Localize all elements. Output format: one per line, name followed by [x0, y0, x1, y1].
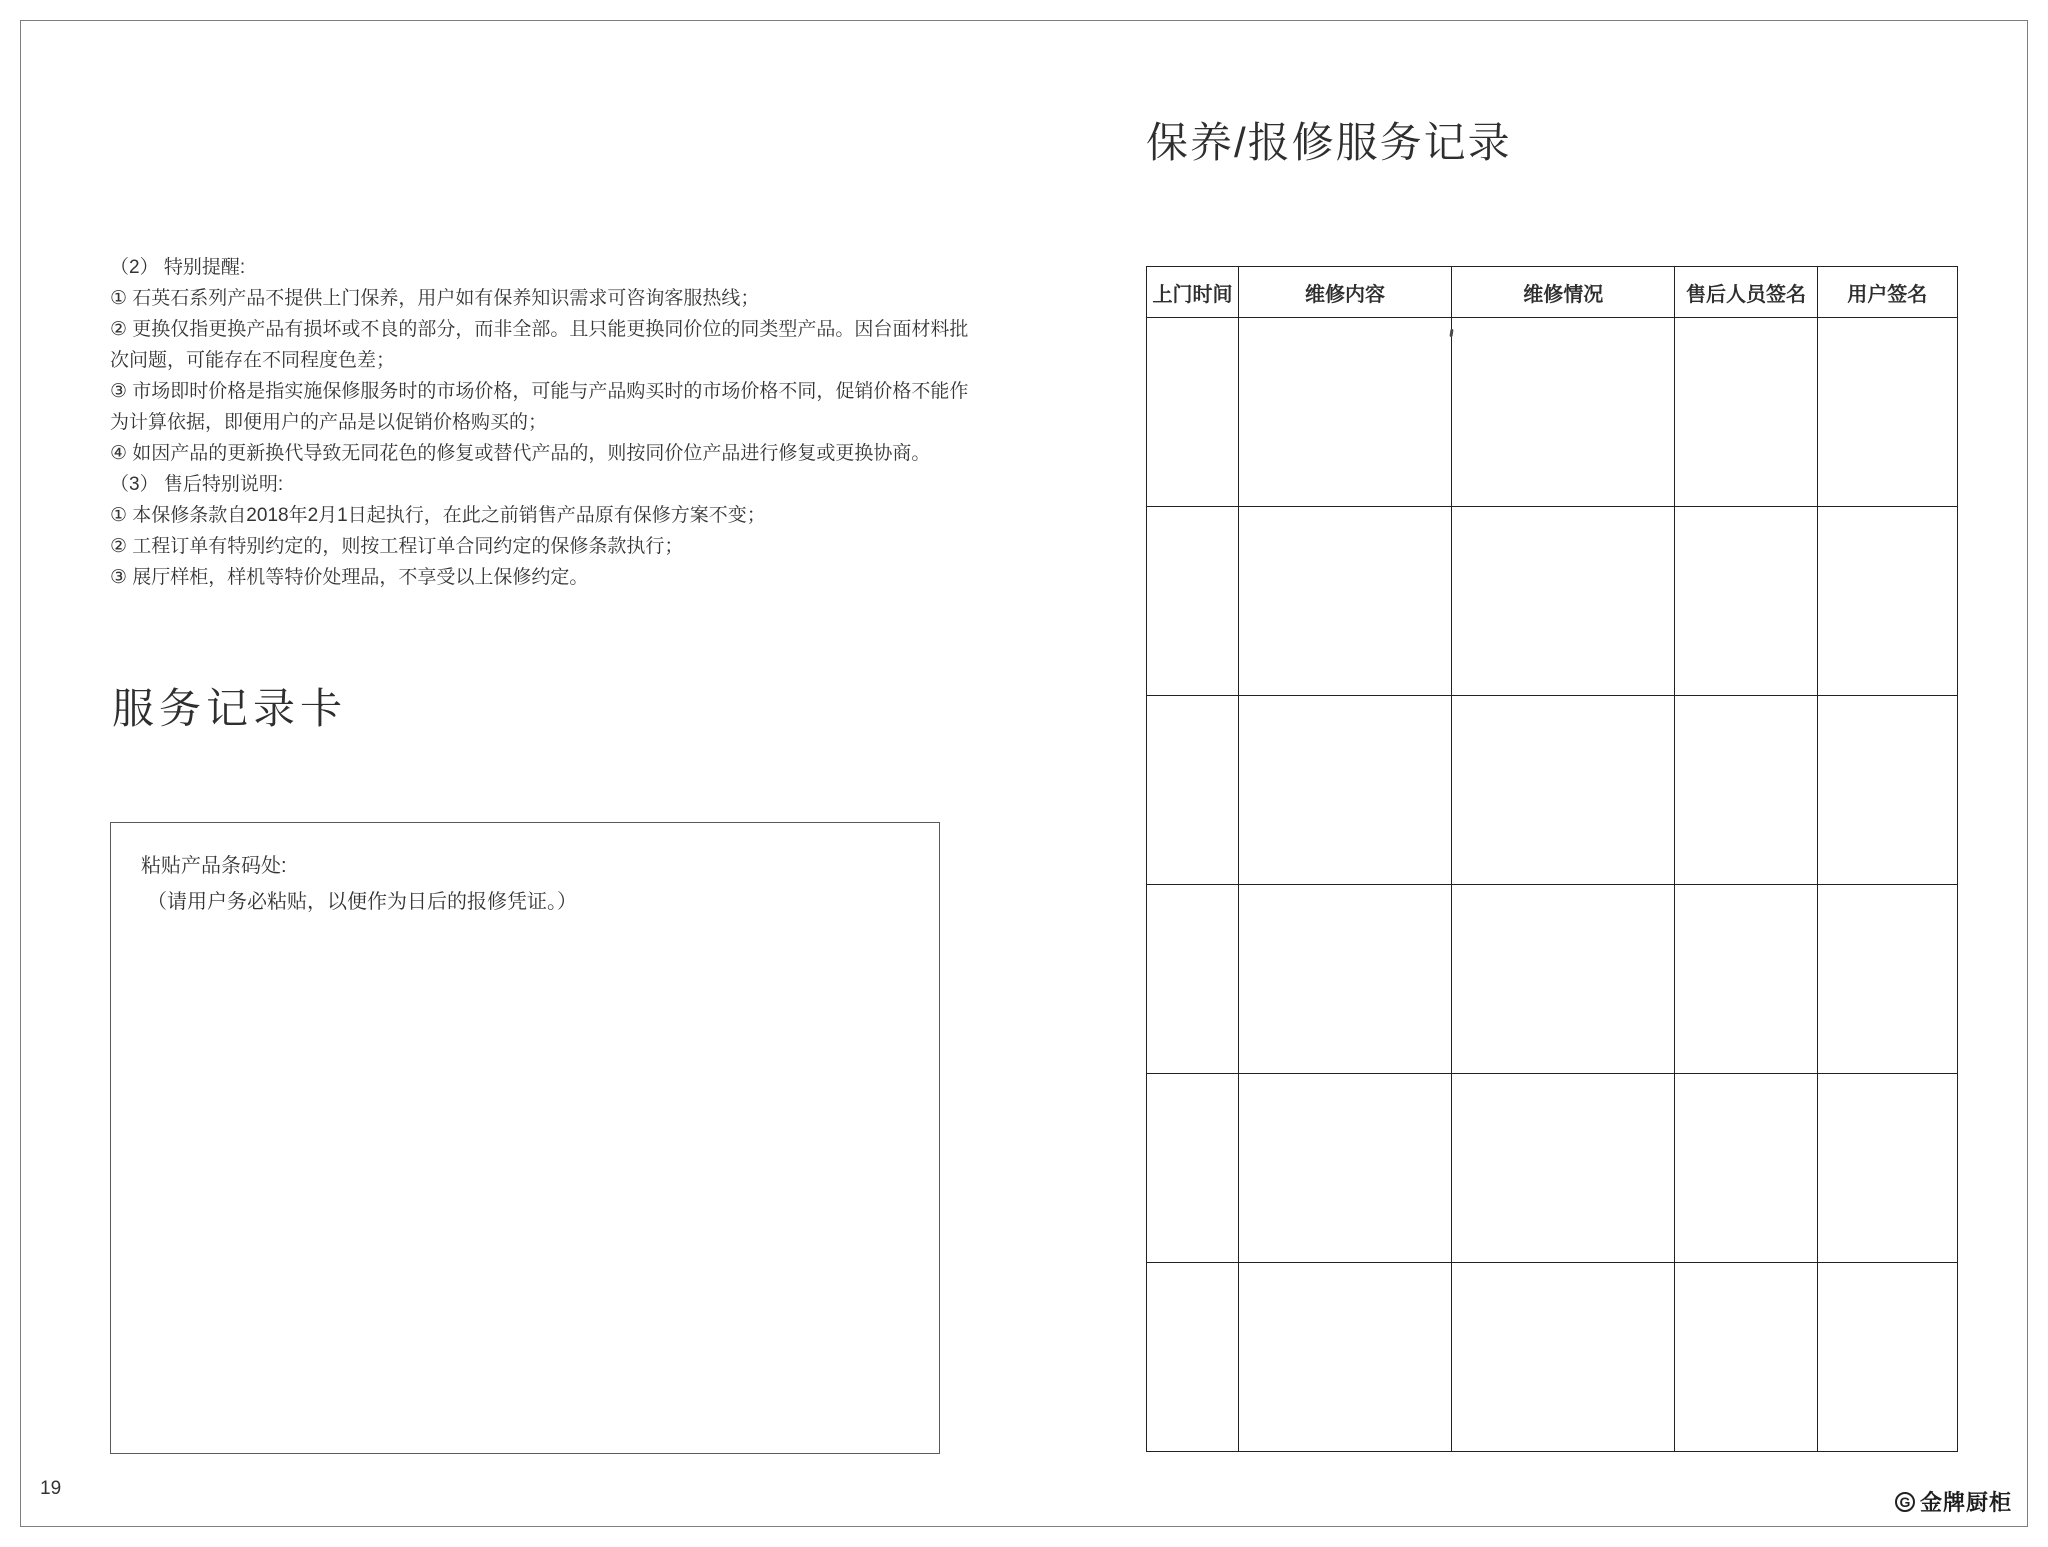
table-cell [1452, 885, 1675, 1074]
table-cell [1452, 696, 1675, 885]
table-cell [1817, 885, 1957, 1074]
service-record-title: 保养/报修服务记录 [1146, 119, 1512, 166]
table-cell [1452, 507, 1675, 696]
note-line: 为计算依据，即便用户的产品是以促销价格购买的； [110, 412, 548, 433]
table-cell [1675, 1263, 1817, 1452]
table-cell [1147, 507, 1239, 696]
table-row [1147, 696, 1958, 885]
table-cell [1817, 1074, 1957, 1263]
table-cell [1675, 1074, 1817, 1263]
table-cell [1147, 318, 1239, 507]
table-cell [1452, 1263, 1675, 1452]
table-cell [1147, 1074, 1239, 1263]
table-row [1147, 885, 1958, 1074]
note-line: ① 石英石系列产品不提供上门保养，用户如有保养知识需求可咨询客服热线； [110, 288, 760, 309]
service-record-table-body [1147, 318, 1958, 1452]
note-line: 次问题，可能存在不同程度色差； [110, 350, 396, 371]
table-cell [1817, 1263, 1957, 1452]
note-line: ① 本保修条款自2018年2月1日起执行，在此之前销售产品原有保修方案不变； [110, 505, 766, 526]
table-row [1147, 1263, 1958, 1452]
table-header-cell: 售后人员签名 [1675, 267, 1817, 318]
table-header-cell: 用户签名 [1817, 267, 1957, 318]
table-header-cell: 维修情况 [1452, 267, 1675, 318]
table-cell [1147, 885, 1239, 1074]
table-cell [1675, 318, 1817, 507]
note-line: ③ 展厅样柜，样机等特价处理品，不享受以上保修约定。 [110, 567, 589, 588]
service-record-table-head [1147, 267, 1958, 318]
page-number: 19 [40, 1478, 62, 1499]
table-row [1147, 318, 1958, 507]
table-cell [1675, 696, 1817, 885]
table-cell [1239, 696, 1452, 885]
barcode-box-title: 粘贴产品条码处: [141, 855, 287, 877]
note-line: ③ 市场即时价格是指实施保修服务时的市场价格，可能与产品购买时的市场价格不同，促销价格不能作 [110, 381, 969, 402]
table-cell [1239, 318, 1452, 507]
table-row [1147, 507, 1958, 696]
table-cell [1817, 507, 1957, 696]
table-cell [1239, 885, 1452, 1074]
table-cell [1817, 318, 1957, 507]
service-record-table [1146, 266, 1958, 1452]
table-header-row [1147, 267, 1958, 318]
note-line: （3） 售后特别说明: [110, 474, 284, 495]
table-cell [1452, 1074, 1675, 1263]
table-cell [1239, 1074, 1452, 1263]
table-row [1147, 1074, 1958, 1263]
table-cell [1675, 507, 1817, 696]
table-header-cell: 上门时间 [1147, 267, 1239, 318]
service-card-heading: 服务记录卡 [112, 685, 348, 732]
note-line: ② 工程订单有特别约定的，则按工程订单合同约定的保修条款执行； [110, 536, 684, 557]
warranty-notes [110, 252, 980, 593]
brand-g-icon: G [1895, 1492, 1915, 1512]
brand-name: 金牌厨柜 [1919, 1490, 2012, 1515]
table-cell [1817, 696, 1957, 885]
table-cell [1675, 885, 1817, 1074]
table-cell [1239, 507, 1452, 696]
table-header-cell: 维修内容 [1239, 267, 1452, 318]
note-line: ② 更换仅指更换产品有损坏或不良的部分，而非全部。且只能更换同价位的同类型产品。因台面材料批 [110, 319, 969, 340]
barcode-box-note: （请用户务必粘贴，以便作为日后的报修凭证。） [147, 891, 577, 913]
note-line: （2） 特别提醒: [110, 257, 246, 278]
brand-logo [1895, 1486, 2012, 1517]
table-cell [1147, 696, 1239, 885]
table-cell [1147, 1263, 1239, 1452]
barcode-sticker-box [110, 822, 940, 1454]
note-line: ④ 如因产品的更新换代导致无同花色的修复或替代产品的，则按同价位产品进行修复或更换协商。 [110, 443, 931, 464]
table-cell [1239, 1263, 1452, 1452]
table-cell [1452, 318, 1675, 507]
